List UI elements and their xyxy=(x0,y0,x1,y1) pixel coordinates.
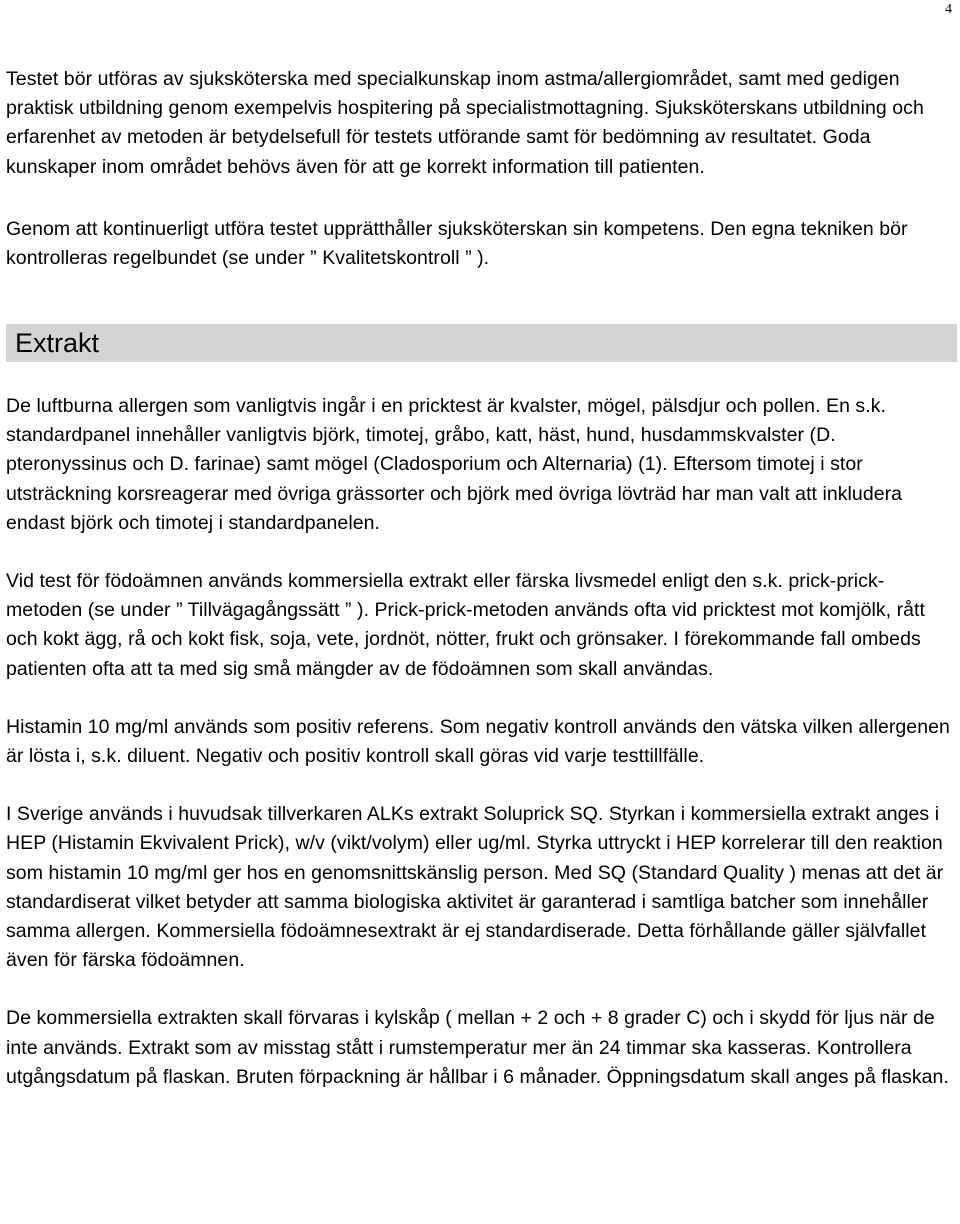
section-heading: Extrakt xyxy=(15,328,100,358)
intro-section xyxy=(6,65,956,273)
section-paragraph: De kommersiella extrakten skall förvaras i kylskåp ( mellan + 2 och + 8 grader C) och i skydd för ljus när de inte används. Extrakt som av misstag stått i rumstemperatur mer än 24 timmar ska kasseras. Kontrollera utgångsdatum på flaskan. Bruten förpackning är hållbar i 6 månader. Öppningsdatum skall anges på flaskan. xyxy=(6,1007,949,1088)
intro-paragraph: Testet bör utföras av sjuksköterska med specialkunskap inom astma/allergiområdet, samt med gedigen praktisk utbildning genom exempelvis hospitering på specialistmottagning. Sjuksköterskans utbildning och erfarenhet av metoden är betydelsefull för testets utförande samt för bedömning av resultatet. Goda kunskaper inom området behövs även för att ge korrekt information till patienten. xyxy=(6,68,924,178)
section-paragraph: Vid test för födoämnen används kommersiella extrakt eller färska livsmedel enligt den s.k. prick-prick-metoden (se under ” Tillvägagångssätt ” ). Prick-prick-metoden används ofta vid pricktest mot komjölk, rått och kokt ägg, rå och kokt fisk, soja, vete, jordnöt, nötter, frukt och grönsaker. I förekommande fall ombeds patienten ofta att ta med sig små mängder av de födoämnen som skall användas. xyxy=(6,570,925,680)
section-heading-bar xyxy=(6,324,957,362)
page-number: 4 xyxy=(945,2,952,17)
section-paragraph: I Sverige används i huvudsak tillverkaren ALKs extrakt Soluprick SQ. Styrkan i kommersiella extrakt anges i HEP (Histamin Ekvivalent Prick), w/v (vikt/volym) eller ug/ml. Styrka uttryckt i HEP korrelerar till den reaktion som histamin 10 mg/ml ger hos en genomsnittskänslig person. Med SQ (Standard Quality ) menas att det är standardiserat vilket betyder att samma biologiska aktivitet är garanterad i samtliga batcher som innehåller samma allergen. Kommersiella födoämnesextrakt är ej standardiserade. Detta förhållande gäller självfallet även för färska födoämnen. xyxy=(6,803,944,972)
intro-paragraph: Genom att kontinuerligt utföra testet upprätthåller sjuksköterskan sin kompetens. Den egna tekniken bör kontrolleras regelbundet (se under ” Kvalitetskontroll ” ). xyxy=(6,217,908,270)
section-paragraph: De luftburna allergen som vanligtvis ingår i en pricktest är kvalster, mögel, pälsdjur och pollen. En s.k. standardpanel innehåller vanligtvis björk, timotej, gråbo, katt, häst, hund, husdammskvalster (D. pteronyssinus och D. farinae) samt mögel (Cladosporium och Alternaria) (1). Eftersom timotej i stor utsträckning korsreagerar med övriga grässorter och björk med övriga lövträd har man valt att inkludera endast björk och timotej i standardpanelen. xyxy=(6,395,903,534)
extrakt-section xyxy=(6,392,956,1092)
section-paragraph: Histamin 10 mg/ml används som positiv referens. Som negativ kontroll används den vätska vilken allergenen är lösta i, s.k. diluent. Negativ och positiv kontroll skall göras vid varje testtillfälle. xyxy=(6,715,950,768)
